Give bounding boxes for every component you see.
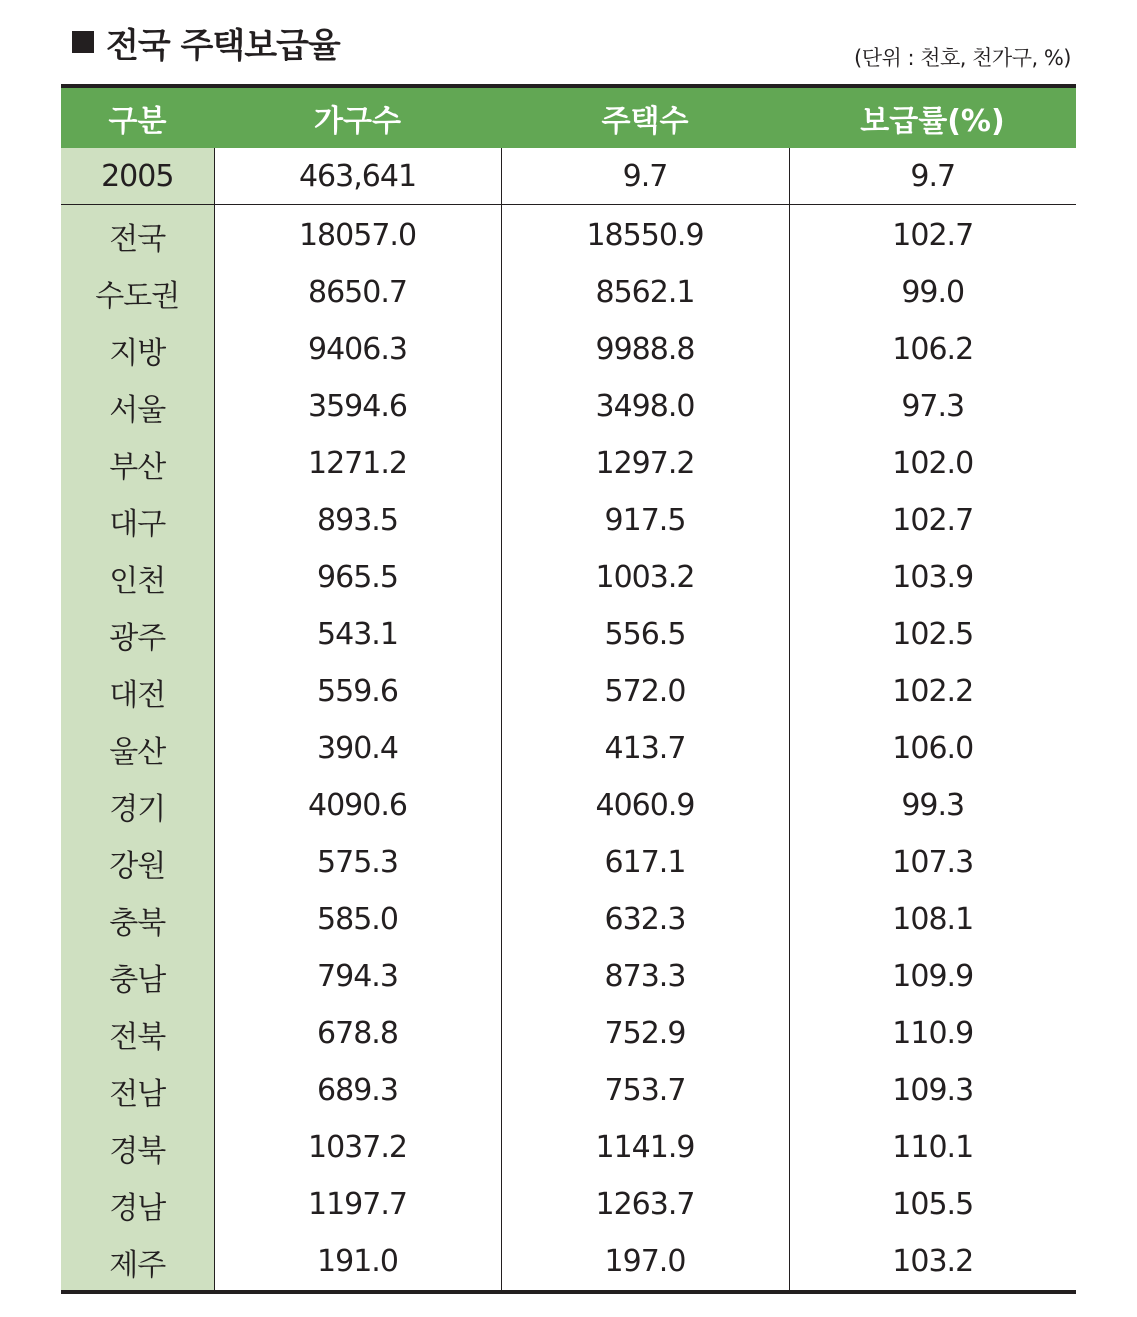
table-row — [61, 777, 1076, 834]
households-cell: 1197.7 — [214, 1176, 501, 1233]
houses-cell: 3498.0 — [501, 378, 789, 435]
table-row — [61, 834, 1076, 891]
table-row — [61, 321, 1076, 378]
square-bullet-icon — [72, 31, 94, 53]
table-row — [61, 948, 1076, 1005]
table-row — [61, 378, 1076, 435]
supply-rate-cell: 102.7 — [789, 492, 1076, 549]
row-label: 제주 — [61, 1233, 214, 1292]
header-row — [61, 86, 1076, 148]
supply-rate-cell: 102.7 — [789, 205, 1076, 265]
table-row — [61, 1176, 1076, 1233]
row-label: 대전 — [61, 663, 214, 720]
supply-rate-cell: 9.7 — [789, 148, 1076, 205]
households-cell: 390.4 — [214, 720, 501, 777]
houses-cell: 1141.9 — [501, 1119, 789, 1176]
households-cell: 8650.7 — [214, 264, 501, 321]
row-label: 울산 — [61, 720, 214, 777]
supply-rate-cell: 102.0 — [789, 435, 1076, 492]
row-label: 경기 — [61, 777, 214, 834]
supply-rate-cell: 99.3 — [789, 777, 1076, 834]
supply-rate-cell: 106.0 — [789, 720, 1076, 777]
houses-cell: 753.7 — [501, 1062, 789, 1119]
households-cell: 463,641 — [214, 148, 501, 205]
row-label: 수도권 — [61, 264, 214, 321]
title-text: 전국 주택보급율 — [106, 25, 340, 66]
houses-cell: 8562.1 — [501, 264, 789, 321]
row-label: 충북 — [61, 891, 214, 948]
supply-rate-cell: 99.0 — [789, 264, 1076, 321]
housing-supply-table — [61, 84, 1076, 1294]
table-row — [61, 1119, 1076, 1176]
table-row — [61, 1062, 1076, 1119]
houses-cell: 556.5 — [501, 606, 789, 663]
table-row — [61, 1233, 1076, 1292]
houses-cell: 9988.8 — [501, 321, 789, 378]
table-row — [61, 663, 1076, 720]
supply-rate-cell: 103.2 — [789, 1233, 1076, 1292]
row-label: 충남 — [61, 948, 214, 1005]
table-row — [61, 606, 1076, 663]
table-row — [61, 148, 1076, 205]
header-category: 구분 — [61, 86, 214, 148]
households-cell: 9406.3 — [214, 321, 501, 378]
houses-cell: 1003.2 — [501, 549, 789, 606]
households-cell: 794.3 — [214, 948, 501, 1005]
table-row — [61, 720, 1076, 777]
row-label: 부산 — [61, 435, 214, 492]
households-cell: 18057.0 — [214, 205, 501, 265]
houses-cell: 752.9 — [501, 1005, 789, 1062]
households-cell: 965.5 — [214, 549, 501, 606]
table-row — [61, 492, 1076, 549]
supply-rate-cell: 109.3 — [789, 1062, 1076, 1119]
supply-rate-cell: 108.1 — [789, 891, 1076, 948]
households-cell: 3594.6 — [214, 378, 501, 435]
households-cell: 559.6 — [214, 663, 501, 720]
households-cell: 191.0 — [214, 1233, 501, 1292]
row-label: 2005 — [61, 148, 214, 205]
households-cell: 575.3 — [214, 834, 501, 891]
table-body — [61, 148, 1076, 1292]
supply-rate-cell: 103.9 — [789, 549, 1076, 606]
households-cell: 893.5 — [214, 492, 501, 549]
houses-cell: 9.7 — [501, 148, 789, 205]
header-households: 가구수 — [214, 86, 501, 148]
houses-cell: 632.3 — [501, 891, 789, 948]
header-houses: 주택수 — [501, 86, 789, 148]
row-label: 전국 — [61, 205, 214, 265]
supply-rate-cell: 97.3 — [789, 378, 1076, 435]
households-cell: 1271.2 — [214, 435, 501, 492]
households-cell: 678.8 — [214, 1005, 501, 1062]
households-cell: 585.0 — [214, 891, 501, 948]
row-label: 전북 — [61, 1005, 214, 1062]
supply-rate-cell: 110.9 — [789, 1005, 1076, 1062]
row-label: 지방 — [61, 321, 214, 378]
houses-cell: 572.0 — [501, 663, 789, 720]
supply-rate-cell: 105.5 — [789, 1176, 1076, 1233]
houses-cell: 197.0 — [501, 1233, 789, 1292]
households-cell: 4090.6 — [214, 777, 501, 834]
row-label: 강원 — [61, 834, 214, 891]
row-label: 경북 — [61, 1119, 214, 1176]
supply-rate-cell: 107.3 — [789, 834, 1076, 891]
row-label: 대구 — [61, 492, 214, 549]
header-supply-rate: 보급률(%) — [789, 86, 1076, 148]
table-row — [61, 205, 1076, 265]
table-row — [61, 1005, 1076, 1062]
table-row — [61, 264, 1076, 321]
row-label: 경남 — [61, 1176, 214, 1233]
table-row — [61, 549, 1076, 606]
supply-rate-cell: 106.2 — [789, 321, 1076, 378]
houses-cell: 617.1 — [501, 834, 789, 891]
houses-cell: 1263.7 — [501, 1176, 789, 1233]
houses-cell: 917.5 — [501, 492, 789, 549]
table-row — [61, 891, 1076, 948]
row-label: 전남 — [61, 1062, 214, 1119]
houses-cell: 18550.9 — [501, 205, 789, 265]
table-row — [61, 435, 1076, 492]
supply-rate-cell: 109.9 — [789, 948, 1076, 1005]
supply-rate-cell: 102.2 — [789, 663, 1076, 720]
supply-rate-cell: 102.5 — [789, 606, 1076, 663]
row-label: 서울 — [61, 378, 214, 435]
households-cell: 1037.2 — [214, 1119, 501, 1176]
houses-cell: 4060.9 — [501, 777, 789, 834]
households-cell: 543.1 — [214, 606, 501, 663]
row-label: 인천 — [61, 549, 214, 606]
households-cell: 689.3 — [214, 1062, 501, 1119]
row-label: 광주 — [61, 606, 214, 663]
houses-cell: 873.3 — [501, 948, 789, 1005]
houses-cell: 1297.2 — [501, 435, 789, 492]
page-title — [72, 18, 340, 66]
unit-note: (단위 : 천호, 천가구, %) — [854, 46, 1071, 70]
supply-rate-cell: 110.1 — [789, 1119, 1076, 1176]
houses-cell: 413.7 — [501, 720, 789, 777]
